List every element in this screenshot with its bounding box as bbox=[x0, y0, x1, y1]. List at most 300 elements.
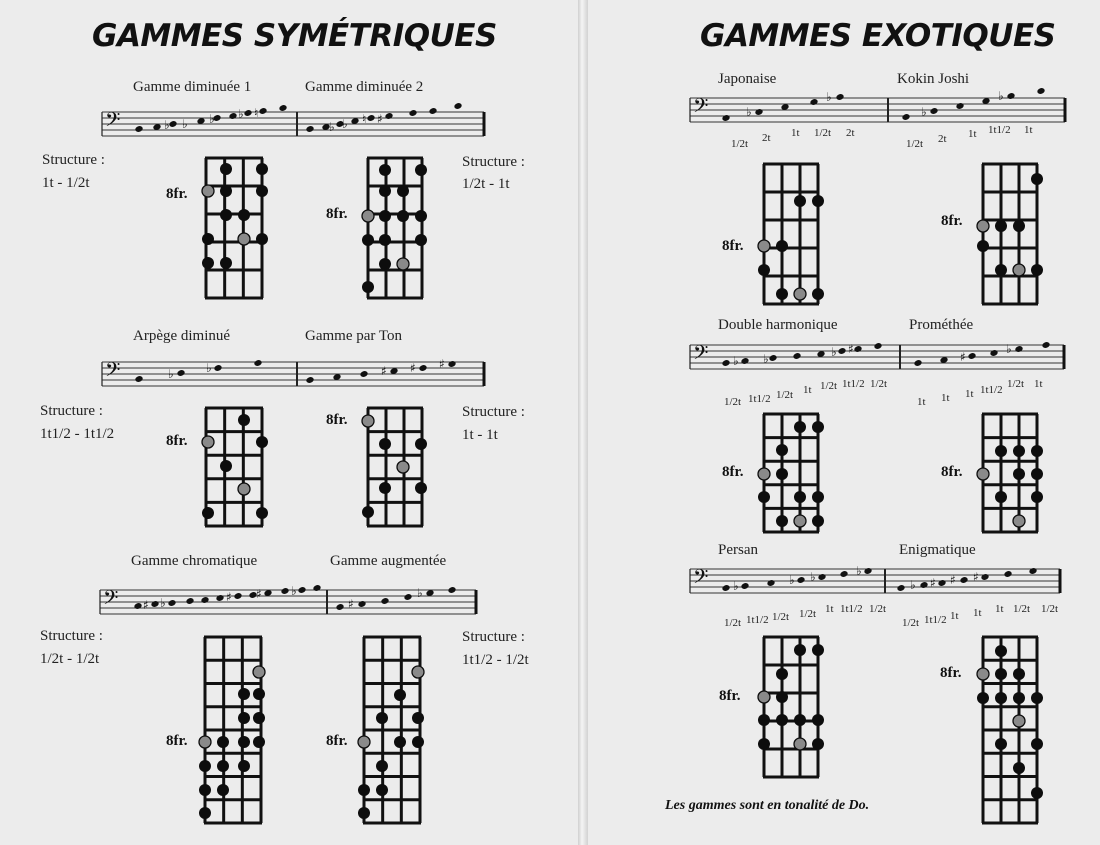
interval-label: 1/2t bbox=[1013, 603, 1031, 615]
structure-value: 1t - 1/2t bbox=[42, 175, 90, 191]
note-dot bbox=[1031, 264, 1043, 276]
interval-label: 1t1/2 bbox=[842, 378, 865, 390]
note-head bbox=[213, 364, 222, 372]
note-head bbox=[150, 600, 159, 608]
note-dot bbox=[776, 288, 788, 300]
structure-value: 1/2t - 1t bbox=[462, 176, 510, 192]
structure-value: 1/2t - 1/2t bbox=[40, 651, 100, 667]
note-head bbox=[853, 345, 862, 353]
note-dot bbox=[256, 163, 268, 175]
note-head bbox=[1041, 341, 1050, 349]
note-head bbox=[959, 576, 968, 584]
bass-clef-icon: 𝄢 bbox=[103, 586, 119, 614]
interval-label: 2t bbox=[762, 132, 771, 144]
note-dot bbox=[253, 736, 265, 748]
fret-position: 8fr. bbox=[326, 733, 348, 749]
note-head bbox=[766, 579, 775, 587]
sharp-sign-icon: ♯ bbox=[226, 590, 232, 604]
flat-sign-icon: ♭ bbox=[1006, 342, 1012, 356]
note-head bbox=[428, 107, 437, 115]
interval-label: 1/2t bbox=[772, 611, 790, 623]
root-note-dot bbox=[397, 461, 409, 473]
root-note-dot bbox=[253, 666, 265, 678]
note-dot bbox=[202, 507, 214, 519]
note-dot bbox=[220, 460, 232, 472]
note-dot bbox=[376, 784, 388, 796]
note-dot bbox=[995, 445, 1007, 457]
structure-value: 1t1/2 - 1/2t bbox=[462, 652, 529, 668]
flat-sign-icon: ♭ bbox=[160, 596, 166, 610]
note-head bbox=[380, 597, 389, 605]
note-dot bbox=[758, 714, 770, 726]
nat-sign-icon: ♮ bbox=[254, 106, 259, 120]
fretboard-diagram bbox=[194, 146, 274, 310]
sharp-sign-icon: ♯ bbox=[950, 573, 956, 587]
root-note-dot bbox=[1013, 515, 1025, 527]
interval-label: 1/2t bbox=[776, 389, 794, 401]
root-note-dot bbox=[794, 288, 806, 300]
interval-label: 1/2t bbox=[1041, 603, 1059, 615]
note-dot bbox=[199, 760, 211, 772]
note-head bbox=[754, 108, 763, 116]
nat-sign-icon: ♮ bbox=[362, 112, 367, 126]
note-head bbox=[305, 376, 314, 384]
note-head bbox=[297, 586, 306, 594]
note-dot bbox=[1013, 668, 1025, 680]
note-dot bbox=[977, 692, 989, 704]
page-title: GAMMES SYMÉTRIQUES bbox=[92, 18, 497, 54]
note-dot bbox=[794, 644, 806, 656]
scale-name: Gamme chromatique bbox=[131, 553, 258, 569]
note-dot bbox=[776, 714, 788, 726]
note-dot bbox=[794, 714, 806, 726]
flat-sign-icon: ♭ bbox=[810, 570, 816, 584]
interval-label: 1t1/2 bbox=[748, 393, 771, 405]
interval-label: 1t bbox=[825, 603, 834, 615]
interval-label: 1/2t bbox=[820, 380, 838, 392]
note-head bbox=[366, 114, 375, 122]
note-head bbox=[258, 107, 267, 115]
note-head bbox=[167, 599, 176, 607]
sharp-sign-icon: ♯ bbox=[377, 112, 383, 126]
note-head bbox=[1036, 87, 1045, 95]
fret-position: 8fr. bbox=[940, 665, 962, 681]
note-head bbox=[408, 109, 417, 117]
note-dot bbox=[220, 209, 232, 221]
scale-name: Kokin Joshi bbox=[897, 71, 970, 87]
flat-sign-icon: ♭ bbox=[856, 564, 862, 578]
fret-position: 8fr. bbox=[166, 433, 188, 449]
note-head bbox=[901, 113, 910, 121]
sharp-sign-icon: ♯ bbox=[256, 587, 262, 601]
note-dot bbox=[358, 807, 370, 819]
interval-label: 1/2t bbox=[724, 396, 742, 408]
flat-sign-icon: ♭ bbox=[921, 105, 927, 119]
note-head bbox=[839, 570, 848, 578]
scale-name: Gamme diminuée 1 bbox=[133, 79, 252, 95]
note-dot bbox=[202, 233, 214, 245]
note-head bbox=[233, 592, 242, 600]
sharp-sign-icon: ♯ bbox=[143, 598, 149, 612]
note-dot bbox=[415, 234, 427, 246]
note-dot bbox=[415, 482, 427, 494]
flat-sign-icon: ♭ bbox=[746, 105, 752, 119]
fretboard-diagram bbox=[193, 625, 273, 835]
bass-clef-icon: 𝄢 bbox=[693, 341, 709, 369]
interval-label: 1/2t bbox=[799, 608, 817, 620]
music-staff bbox=[94, 562, 482, 620]
note-dot bbox=[415, 164, 427, 176]
note-dot bbox=[253, 712, 265, 724]
fretboard-diagram bbox=[971, 402, 1049, 544]
note-dot bbox=[256, 233, 268, 245]
note-dot bbox=[995, 491, 1007, 503]
fret-position: 8fr. bbox=[941, 213, 963, 229]
fret-position: 8fr. bbox=[326, 412, 348, 428]
note-dot bbox=[776, 468, 788, 480]
interval-label: 1t bbox=[917, 396, 926, 408]
root-note-dot bbox=[199, 736, 211, 748]
sharp-sign-icon: ♯ bbox=[439, 357, 445, 371]
flat-sign-icon: ♭ bbox=[998, 89, 1004, 103]
root-note-dot bbox=[412, 666, 424, 678]
interval-label: 1t bbox=[965, 388, 974, 400]
note-head bbox=[168, 120, 177, 128]
structure-label: Structure : bbox=[462, 404, 525, 420]
interval-label: 1t1/2 bbox=[988, 124, 1011, 136]
note-dot bbox=[412, 712, 424, 724]
flat-sign-icon: ♭ bbox=[789, 573, 795, 587]
note-dot bbox=[415, 210, 427, 222]
fretboard-diagram bbox=[752, 625, 830, 789]
note-head bbox=[1006, 92, 1015, 100]
note-head bbox=[185, 597, 194, 605]
note-head bbox=[937, 579, 946, 587]
right-page bbox=[588, 0, 1100, 845]
sharp-sign-icon: ♯ bbox=[381, 364, 387, 378]
note-dot bbox=[758, 738, 770, 750]
note-dot bbox=[376, 760, 388, 772]
footnote: Les gammes sont en tonalité de Do. bbox=[665, 798, 870, 813]
root-note-dot bbox=[758, 468, 770, 480]
note-dot bbox=[220, 185, 232, 197]
note-head bbox=[740, 582, 749, 590]
note-dot bbox=[394, 689, 406, 701]
flat-sign-icon: ♭ bbox=[238, 107, 244, 121]
flat-sign-icon: ♭ bbox=[342, 117, 348, 131]
note-dot bbox=[995, 645, 1007, 657]
note-dot bbox=[812, 714, 824, 726]
root-note-dot bbox=[397, 258, 409, 270]
interval-label: 1t bbox=[941, 392, 950, 404]
music-staff bbox=[684, 70, 1071, 128]
note-dot bbox=[812, 288, 824, 300]
structure-value: 1t - 1t bbox=[462, 427, 498, 443]
note-dot bbox=[794, 491, 806, 503]
note-dot bbox=[776, 515, 788, 527]
note-dot bbox=[253, 688, 265, 700]
note-head bbox=[1014, 345, 1023, 353]
interval-label: 1/2t bbox=[869, 603, 887, 615]
interval-label: 1/2t bbox=[1007, 378, 1025, 390]
note-dot bbox=[977, 240, 989, 252]
bass-clef-icon: 𝄢 bbox=[693, 94, 709, 122]
note-dot bbox=[397, 210, 409, 222]
note-head bbox=[447, 586, 456, 594]
note-dot bbox=[995, 220, 1007, 232]
note-head bbox=[278, 104, 287, 112]
note-dot bbox=[220, 257, 232, 269]
flat-sign-icon: ♭ bbox=[291, 584, 297, 598]
flat-sign-icon: ♭ bbox=[417, 586, 423, 600]
note-dot bbox=[362, 506, 374, 518]
note-head bbox=[1003, 570, 1012, 578]
note-dot bbox=[995, 692, 1007, 704]
flat-sign-icon: ♭ bbox=[826, 90, 832, 104]
root-note-dot bbox=[758, 240, 770, 252]
flat-sign-icon: ♭ bbox=[209, 112, 215, 126]
note-head bbox=[989, 349, 998, 357]
note-head bbox=[740, 357, 749, 365]
music-staff bbox=[684, 541, 1066, 599]
note-dot bbox=[379, 164, 391, 176]
note-dot bbox=[1013, 220, 1025, 232]
music-staff bbox=[96, 334, 490, 392]
fretboard-diagram bbox=[971, 625, 1049, 835]
interval-label: 1t1/2 bbox=[746, 614, 769, 626]
note-head bbox=[335, 603, 344, 611]
sharp-sign-icon: ♯ bbox=[960, 350, 966, 364]
note-dot bbox=[1031, 173, 1043, 185]
flat-sign-icon: ♭ bbox=[164, 118, 170, 132]
scale-name: Gamme par Ton bbox=[305, 328, 402, 344]
root-note-dot bbox=[202, 185, 214, 197]
structure-value: 1t1/2 - 1t1/2 bbox=[40, 426, 115, 442]
note-head bbox=[418, 364, 427, 372]
fret-position: 8fr. bbox=[722, 464, 744, 480]
root-note-dot bbox=[1013, 264, 1025, 276]
note-head bbox=[243, 109, 252, 117]
scale-name: Persan bbox=[718, 542, 758, 558]
root-note-dot bbox=[977, 468, 989, 480]
note-dot bbox=[379, 482, 391, 494]
root-note-dot bbox=[238, 483, 250, 495]
note-dot bbox=[238, 414, 250, 426]
note-head bbox=[200, 596, 209, 604]
flat-sign-icon: ♭ bbox=[182, 117, 188, 131]
bass-clef-icon: 𝄢 bbox=[105, 108, 121, 136]
note-dot bbox=[812, 644, 824, 656]
interval-label: 2t bbox=[938, 133, 947, 145]
interval-label: 1t1/2 bbox=[980, 384, 1003, 396]
note-dot bbox=[776, 240, 788, 252]
note-head bbox=[919, 581, 928, 589]
interval-label: 2t bbox=[846, 127, 855, 139]
fretboard-diagram bbox=[752, 152, 830, 316]
root-note-dot bbox=[977, 220, 989, 232]
root-note-dot bbox=[977, 668, 989, 680]
fret-position: 8fr. bbox=[166, 733, 188, 749]
interval-label: 1t1/2 bbox=[924, 614, 947, 626]
note-head bbox=[134, 375, 143, 383]
page-title: GAMMES EXOTIQUES bbox=[700, 18, 1056, 54]
fret-position: 8fr. bbox=[722, 238, 744, 254]
structure-label: Structure : bbox=[462, 629, 525, 645]
fretboard-diagram bbox=[356, 396, 434, 538]
fret-position: 8fr. bbox=[326, 206, 348, 222]
note-dot bbox=[256, 185, 268, 197]
note-head bbox=[792, 352, 801, 360]
note-dot bbox=[794, 421, 806, 433]
interval-label: 1t bbox=[803, 384, 812, 396]
structure-label: Structure : bbox=[462, 154, 525, 170]
note-dot bbox=[1031, 491, 1043, 503]
note-head bbox=[896, 584, 905, 592]
root-note-dot bbox=[794, 738, 806, 750]
note-dot bbox=[238, 736, 250, 748]
fretboard-diagram bbox=[352, 625, 432, 835]
flat-sign-icon: ♭ bbox=[910, 578, 916, 592]
note-head bbox=[835, 93, 844, 101]
scale-name: Gamme diminuée 2 bbox=[305, 79, 424, 95]
sharp-sign-icon: ♯ bbox=[848, 342, 854, 356]
scale-name: Double harmonique bbox=[718, 317, 838, 333]
note-dot bbox=[1031, 468, 1043, 480]
note-dot bbox=[379, 438, 391, 450]
note-head bbox=[796, 576, 805, 584]
note-dot bbox=[202, 257, 214, 269]
note-head bbox=[1028, 567, 1037, 575]
note-dot bbox=[794, 195, 806, 207]
fret-position: 8fr. bbox=[166, 186, 188, 202]
note-dot bbox=[362, 234, 374, 246]
note-head bbox=[980, 573, 989, 581]
note-dot bbox=[758, 491, 770, 503]
note-dot bbox=[256, 436, 268, 448]
interval-label: 1/2t bbox=[870, 378, 888, 390]
note-head bbox=[215, 594, 224, 602]
root-note-dot bbox=[238, 233, 250, 245]
note-dot bbox=[1031, 738, 1043, 750]
note-dot bbox=[412, 736, 424, 748]
note-dot bbox=[1013, 762, 1025, 774]
scale-name: Prométhée bbox=[909, 317, 974, 333]
interval-label: 1/2t bbox=[724, 617, 742, 629]
interval-label: 1/2t bbox=[731, 138, 749, 150]
fretboard-diagram bbox=[194, 396, 274, 538]
note-head bbox=[929, 107, 938, 115]
note-dot bbox=[1013, 445, 1025, 457]
note-dot bbox=[256, 507, 268, 519]
note-head bbox=[873, 342, 882, 350]
note-head bbox=[384, 112, 393, 120]
note-dot bbox=[217, 784, 229, 796]
root-note-dot bbox=[758, 691, 770, 703]
note-dot bbox=[217, 760, 229, 772]
note-dot bbox=[1031, 787, 1043, 799]
flat-sign-icon: ♭ bbox=[733, 354, 739, 368]
structure-label: Structure : bbox=[40, 628, 103, 644]
interval-label: 1/2t bbox=[906, 138, 924, 150]
note-dot bbox=[812, 491, 824, 503]
interval-label: 1t bbox=[1024, 124, 1033, 136]
note-dot bbox=[776, 444, 788, 456]
note-dot bbox=[238, 712, 250, 724]
scale-name: Arpège diminué bbox=[133, 328, 231, 344]
note-head bbox=[817, 573, 826, 581]
fret-position: 8fr. bbox=[941, 464, 963, 480]
note-head bbox=[305, 125, 314, 133]
note-dot bbox=[758, 264, 770, 276]
note-head bbox=[280, 587, 289, 595]
note-head bbox=[768, 354, 777, 362]
note-dot bbox=[776, 691, 788, 703]
note-head bbox=[721, 114, 730, 122]
interval-label: 1t bbox=[995, 603, 1004, 615]
flat-sign-icon: ♭ bbox=[831, 345, 837, 359]
note-dot bbox=[358, 784, 370, 796]
note-dot bbox=[238, 209, 250, 221]
note-dot bbox=[1031, 692, 1043, 704]
note-dot bbox=[995, 668, 1007, 680]
interval-label: 1/2t bbox=[902, 617, 920, 629]
note-dot bbox=[217, 736, 229, 748]
interval-label: 1t bbox=[791, 127, 800, 139]
root-note-dot bbox=[202, 436, 214, 448]
note-dot bbox=[1031, 445, 1043, 457]
note-head bbox=[967, 352, 976, 360]
interval-label: 1/2t bbox=[814, 127, 832, 139]
note-head bbox=[837, 347, 846, 355]
note-dot bbox=[199, 807, 211, 819]
sharp-sign-icon: ♯ bbox=[930, 576, 936, 590]
sharp-sign-icon: ♯ bbox=[410, 361, 416, 375]
note-head bbox=[809, 98, 818, 106]
flat-sign-icon: ♭ bbox=[168, 367, 174, 381]
flat-sign-icon: ♭ bbox=[329, 120, 335, 134]
structure-label: Structure : bbox=[40, 403, 103, 419]
note-head bbox=[228, 112, 237, 120]
note-head bbox=[721, 584, 730, 592]
note-head bbox=[955, 102, 964, 110]
note-head bbox=[176, 369, 185, 377]
note-dot bbox=[776, 668, 788, 680]
note-head bbox=[447, 360, 456, 368]
note-head bbox=[133, 602, 142, 610]
sharp-sign-icon: ♯ bbox=[348, 597, 354, 611]
root-note-dot bbox=[362, 415, 374, 427]
note-dot bbox=[415, 438, 427, 450]
interval-label: 1t bbox=[1034, 378, 1043, 390]
fret-position: 8fr. bbox=[719, 688, 741, 704]
structure-label: Structure : bbox=[42, 152, 105, 168]
book-gutter bbox=[578, 0, 588, 845]
flat-sign-icon: ♭ bbox=[763, 352, 769, 366]
note-dot bbox=[812, 515, 824, 527]
note-dot bbox=[1013, 692, 1025, 704]
interval-label: 1t bbox=[950, 610, 959, 622]
note-dot bbox=[812, 738, 824, 750]
note-dot bbox=[995, 738, 1007, 750]
note-head bbox=[863, 567, 872, 575]
flat-sign-icon: ♭ bbox=[206, 361, 212, 375]
note-head bbox=[253, 359, 262, 367]
scale-name: Gamme augmentée bbox=[330, 553, 447, 569]
note-dot bbox=[376, 712, 388, 724]
note-dot bbox=[220, 163, 232, 175]
note-dot bbox=[238, 688, 250, 700]
scale-name: Japonaise bbox=[718, 71, 777, 87]
